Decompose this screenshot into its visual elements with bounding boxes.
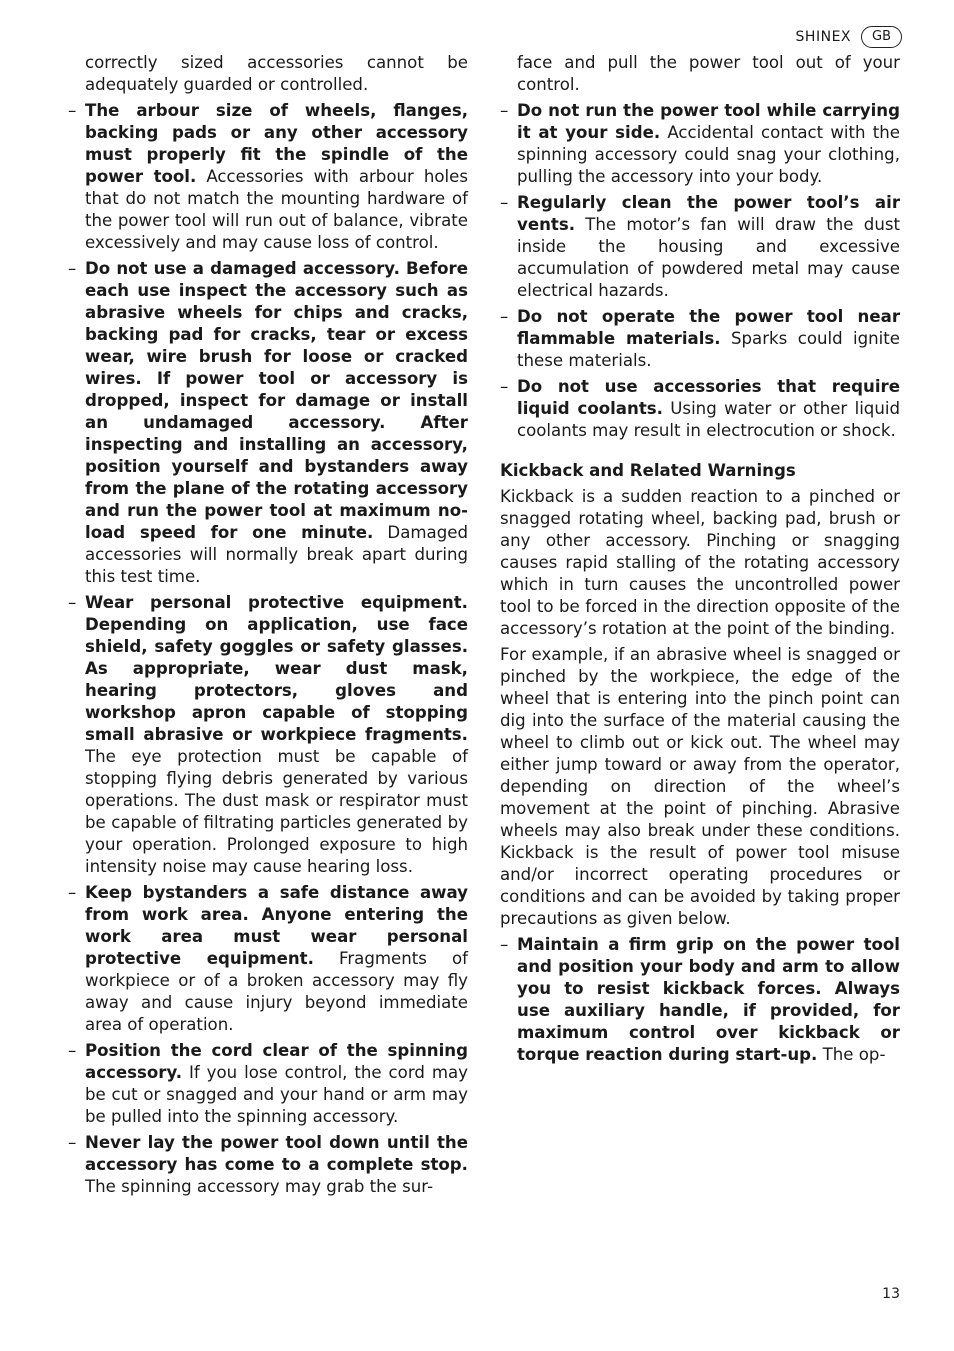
- warning-text: Accidental contact with the spinning accessory could snag your clothing, pulling the accessory into your body.: [517, 123, 901, 186]
- warning-text: The eye protection must be capable of stopping flying debris generated by various operations. The dust mask or respirator must be capable of filtrating particles generated by your operation. Prolonged exposure to high intensity noise may cause hearing loss.: [85, 747, 468, 876]
- dash-bullet: –: [500, 193, 509, 212]
- warning-item: [500, 376, 900, 442]
- warning-text: If you lose control, the cord may be cut or snagged and your hand or arm may be pulled into the spinning accessory.: [85, 1063, 468, 1126]
- dash-bullet: –: [500, 101, 509, 120]
- brand-name: SHINEX: [795, 29, 851, 45]
- dash-bullet: –: [68, 259, 77, 278]
- body-paragraph: For example, if an abrasive wheel is snagged or pinched by the workpiece, the edge of the wheel that is entering into the pinch point can dig into the surface of the material causing the wheel to climb out or kick out. The wheel may either jump toward or away from the operator, depending on direction of the wheel’s movement at the point of pinching. Abrasive wheels may also break under these conditions. Kickback is the result of power tool misuse and/or incorrect operating procedures or conditions and can be avoided by taking proper precautions as given below.: [500, 645, 900, 928]
- dash-bullet: –: [500, 935, 509, 954]
- dash-bullet: –: [68, 101, 77, 120]
- continuation-text: face and pull the power tool out of your control.: [517, 53, 900, 94]
- warning-text: Fragments of workpiece or of a broken accessory may fly away and cause injury beyond immediate area of operation.: [85, 949, 468, 1034]
- warning-bold: The arbour size of wheels, flanges, backing pads or any other accessory must properly fit the spindle of the power tool.: [85, 101, 468, 186]
- warning-item: [500, 192, 900, 302]
- warning-item: [68, 1040, 468, 1128]
- warning-bold: Wear personal protective equipment. Depending on application, use face shield, safety goggles or safety glasses. As appropriate, wear dust mask, hearing protectors, gloves and workshop apron capable of stopping small abrasive or workpiece fragments.: [85, 593, 468, 744]
- dash-bullet: –: [68, 883, 77, 902]
- warning-text: Damaged accessories will normally break apart during this test time.: [85, 523, 468, 586]
- warning-item: [68, 1132, 468, 1198]
- warning-text: Using water or other liquid coolants may result in electrocution or shock.: [517, 399, 900, 440]
- warning-item: [500, 934, 900, 1066]
- warning-text: Sparks could ignite these materials.: [517, 329, 900, 370]
- warning-bold: Never lay the power tool down until the accessory has come to a complete stop.: [85, 1133, 468, 1174]
- warning-bold: Maintain a firm grip on the power tool and position your body and arm to allow you to resist kickback forces. Always use auxiliary handle, if provided, for maximum control over kickback or torque reaction during start-up.: [517, 935, 900, 1064]
- warning-bold: Do not use accessories that require liquid coolants.: [517, 377, 900, 418]
- language-badge: GB: [861, 26, 902, 48]
- warning-item: [68, 882, 468, 1036]
- dash-bullet: –: [68, 593, 77, 612]
- warning-text: The op-: [817, 1045, 886, 1064]
- warning-bold: Do not use a damaged accessory. Before each use inspect the accessory such as abrasive wheels for chips and cracks, backing pad for cracks, tear or excess wear, wire brush for loose or cracked wires. If power tool or accessory is dropped, inspect for damage or install an undamaged accessory. After inspecting and installing an accessory, position yourself and bystanders away from the plane of the rotating accessory and run the power tool at maximum no-load speed for one minute.: [85, 259, 468, 542]
- warning-bold: Keep bystanders a safe distance away from work area. Anyone entering the work area must wear personal protective equipment.: [85, 883, 468, 968]
- warning-item: [500, 100, 900, 188]
- page-number: 13: [882, 1286, 900, 1302]
- warning-text: Accessories with arbour holes that do not match the mounting hardware of the power tool will run out of balance, vibrate excessively and may cause loss of control.: [85, 167, 468, 252]
- warning-bold: Do not run the power tool while carrying it at your side.: [517, 101, 900, 142]
- right-column: [500, 52, 900, 1070]
- warning-item: [68, 100, 468, 254]
- warning-bold: Do not operate the power tool near flammable materials.: [517, 307, 900, 348]
- dash-bullet: –: [68, 1133, 77, 1152]
- warning-item: [68, 592, 468, 878]
- warning-text: The spinning accessory may grab the sur-: [85, 1177, 434, 1196]
- dash-bullet: –: [500, 307, 509, 326]
- left-column: [68, 52, 468, 1202]
- section-heading: Kickback and Related Warnings: [500, 461, 796, 480]
- warning-bold: Position the cord clear of the spinning accessory.: [85, 1041, 468, 1082]
- warning-item: [500, 306, 900, 372]
- dash-bullet: –: [500, 377, 509, 396]
- continuation-text: correctly sized accessories cannot be adequately guarded or controlled.: [85, 53, 468, 94]
- warning-item: [68, 258, 468, 588]
- page-header: [796, 26, 902, 48]
- dash-bullet: –: [68, 1041, 77, 1060]
- body-paragraph: Kickback is a sudden reaction to a pinched or snagged rotating wheel, backing pad, brush or any other accessory. Pinching or snagging causes rapid stalling of the rotating accessory which in turn causes the uncontrolled power tool to be forced in the direction opposite of the accessory’s rotation at the point of the binding.: [500, 487, 900, 638]
- warning-text: The motor’s fan will draw the dust inside the housing and excessive accumulation of powdered metal may cause electrical hazards.: [517, 215, 900, 300]
- warning-bold: Regularly clean the power tool’s air vents.: [517, 193, 900, 234]
